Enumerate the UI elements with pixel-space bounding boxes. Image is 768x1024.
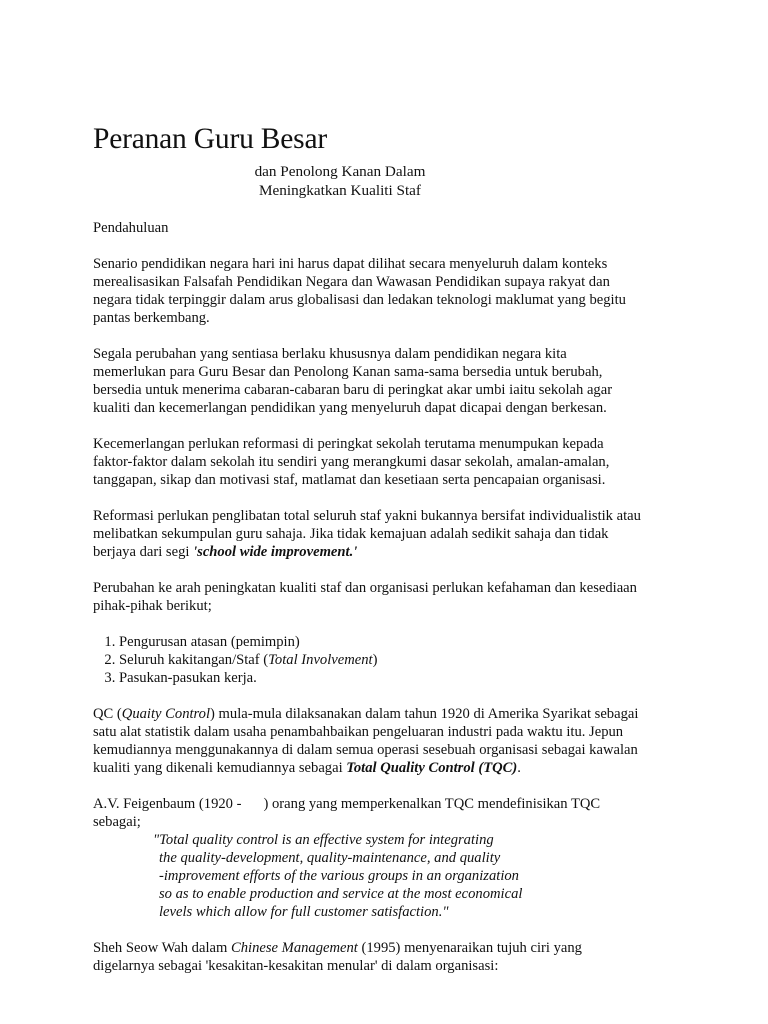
text-line: sebagai; [93, 814, 141, 830]
document-title: Peranan Guru Besar [93, 123, 327, 155]
text-line: negara tidak terpinggir dalam arus globalisasi dan ledakan teknologi maklumat yang begitu [93, 292, 626, 308]
text-run: Sheh Seow Wah dalam [93, 940, 231, 956]
text-line: digelarnya sebagai 'kesakitan-kesakitan menular' di dalam organisasi: [93, 958, 499, 974]
text-run: . [517, 760, 521, 776]
list-item [119, 669, 689, 687]
quote-line: the quality-development, quality-maintenance, and quality [159, 850, 501, 866]
quote-line: levels which allow for full customer satisfaction." [159, 904, 449, 920]
text-line [93, 939, 689, 957]
text-line: pihak-pihak berikut; [93, 598, 212, 614]
list-item-text: Pasukan-pasukan kerja. [119, 670, 257, 686]
text-run: Seluruh kakitangan/Staf ( [119, 652, 269, 668]
text-line: kualiti dan kecemerlangan pendidikan yang menyeluruh dapat dicapai dengan berkesan. [93, 400, 607, 416]
text-line: kemudiannya menggunakannya di dalam semua operasi sesebuah organisasi sebagai kawalan [93, 742, 638, 758]
numbered-list [93, 633, 689, 687]
text-line: Reformasi perlukan penglibatan total seluruh staf yakni bukannya bersifat individualistik atau [93, 508, 641, 524]
emphasis-text: 'school wide improvement.' [193, 544, 358, 560]
document-page [93, 122, 689, 975]
text-line: memerlukan para Guru Besar dan Penolong Kanan sama-sama bersedia untuk berubah, [93, 364, 603, 380]
text-line: pantas berkembang. [93, 310, 210, 326]
emphasis-text: Total Involvement [268, 652, 373, 668]
text-run: QC ( [93, 706, 122, 722]
list-item-text: Pengurusan atasan (pemimpin) [119, 634, 300, 650]
block-quote [93, 831, 689, 921]
text-run: ) mula-mula dilaksanakan dalam tahun 1920 di Amerika Syarikat sebagai [210, 706, 639, 722]
text-run: berjaya dari segi [93, 544, 194, 560]
paragraph-7 [93, 795, 689, 831]
text-run: (1995) menyenaraikan tujuh ciri yang [357, 940, 582, 956]
quote-line: so as to enable production and service at the most economical [159, 886, 523, 902]
list-item [119, 651, 689, 669]
text-line: Kecemerlangan perlukan reformasi di peringkat sekolah terutama menumpukan kepada [93, 436, 604, 452]
paragraph-5 [93, 579, 689, 615]
subtitle-line: dan Penolong Kanan Dalam [254, 163, 426, 180]
paragraph-1 [93, 255, 689, 327]
text-line: faktor-faktor dalam sekolah itu sendiri yang merangkumi dasar sekolah, amalan-amalan, [93, 454, 610, 470]
paragraph-6 [93, 705, 689, 777]
quote-line: "Total quality control is an effective system for integrating [153, 832, 494, 848]
paragraph-3 [93, 435, 689, 489]
paragraph-4 [93, 507, 689, 561]
paragraph-2 [93, 345, 689, 417]
text-run: A.V. Feigenbaum (1920 - [93, 796, 242, 812]
text-run: ) orang yang memperkenalkan TQC mendefinisikan TQC [263, 796, 601, 812]
text-line [93, 795, 689, 813]
text-line [93, 705, 689, 723]
text-line: bersedia untuk menerima cabaran-cabaran baru di peringkat akar umbi iaitu sekolah agar [93, 382, 613, 398]
emphasis-text: Total Quality Control (TQC) [346, 760, 518, 776]
text-line [93, 543, 689, 561]
text-line [93, 759, 689, 777]
emphasis-text: Chinese Management [231, 940, 358, 956]
subtitle-line: Meningkatkan Kualiti Staf [259, 182, 421, 199]
document-subtitle [93, 162, 587, 200]
text-line: Segala perubahan yang sentiasa berlaku khususnya dalam pendidikan negara kita [93, 346, 567, 362]
text-line: Senario pendidikan negara hari ini harus dapat dilihat secara menyeluruh dalam konteks [93, 256, 608, 272]
section-heading: Pendahuluan [93, 220, 169, 236]
text-line: melibatkan sekumpulan guru sahaja. Jika tidak kemajuan adalah sedikit sahaja dan tidak [93, 526, 609, 542]
text-run: ) [372, 652, 378, 668]
quote-line: -improvement efforts of the various groups in an organization [159, 868, 519, 884]
list-item [119, 633, 689, 651]
text-line: tanggapan, sikap dan motivasi staf, matlamat dan kesetiaan serta pencapaian organisasi. [93, 472, 606, 488]
paragraph-8 [93, 939, 689, 975]
text-run: kualiti yang dikenali kemudiannya sebagai [93, 760, 347, 776]
text-line: merealisasikan Falsafah Pendidikan Negara dan Wawasan Pendidikan supaya rakyat dan [93, 274, 610, 290]
text-line: Perubahan ke arah peningkatan kualiti staf dan organisasi perlukan kefahaman dan kesediaan [93, 580, 637, 596]
emphasis-text: Quaity Control [121, 706, 211, 722]
text-line: satu alat statistik dalam usaha penambahbaikan pengeluaran industri pada waktu itu. Jepun [93, 724, 624, 740]
